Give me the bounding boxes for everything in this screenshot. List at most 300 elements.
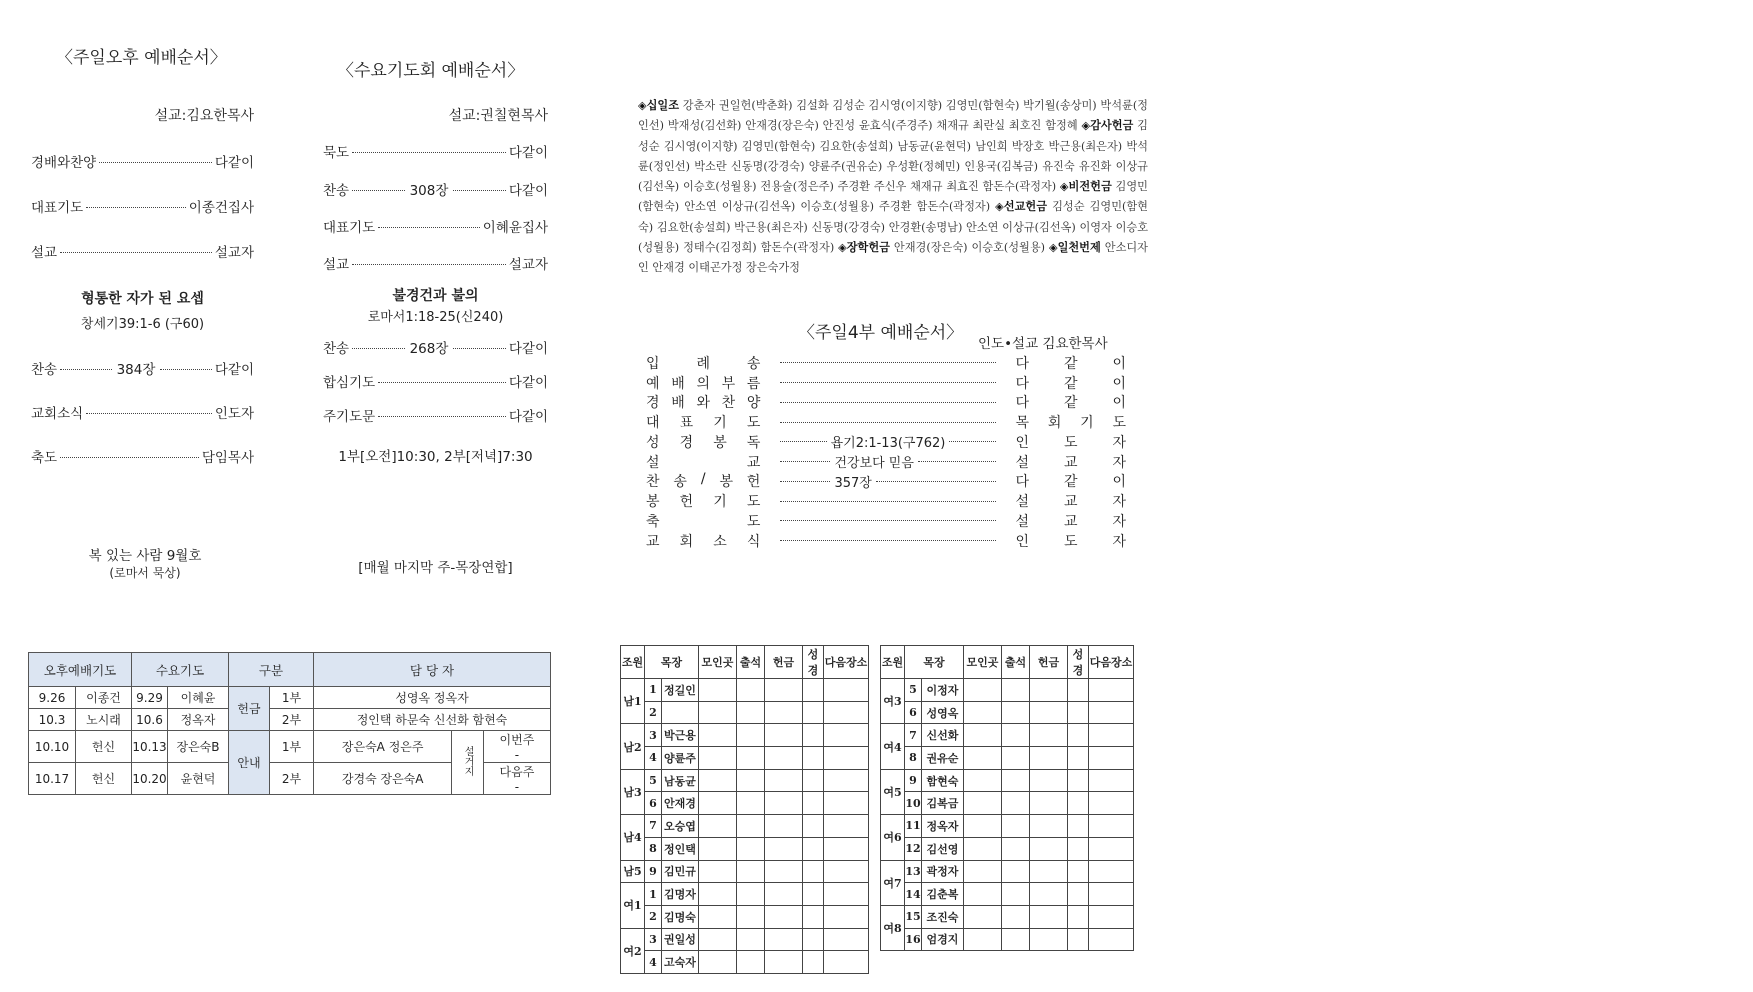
blank-cell [699, 679, 737, 702]
cell-member-number: 9 [905, 769, 922, 792]
order-item: 경배와찬양 다같이 [31, 155, 254, 171]
cell-member-number: 13 [905, 860, 922, 883]
cell-table-header: 헌금 [1030, 646, 1068, 679]
cell-member-name: 곽정자 [922, 860, 964, 883]
blank-cell [699, 792, 737, 815]
table-row [621, 679, 869, 702]
blank-cell [699, 701, 737, 724]
blank-cell [964, 905, 1002, 928]
cell-member-name: 김명자 [662, 883, 699, 906]
cell-group-label: 남1 [621, 679, 645, 724]
cell-member-number: 5 [905, 679, 922, 702]
blank-cell [1002, 792, 1030, 815]
blank-cell [1089, 905, 1134, 928]
table-row [881, 837, 1134, 860]
cell-member-name: 김선영 [922, 837, 964, 860]
blank-cell [1030, 769, 1068, 792]
table-row [881, 815, 1134, 838]
sunday4-order-item [646, 491, 1126, 511]
blank-cell [699, 815, 737, 838]
header-staff: 담 당 자 [314, 653, 551, 687]
cell-table-header: 목장 [645, 646, 699, 679]
cell-group-label: 여2 [621, 928, 645, 973]
blank-cell [1089, 747, 1134, 770]
header-afternoon-prayer: 오후예배기도 [29, 653, 132, 687]
blank-cell [803, 769, 824, 792]
wednesday-times: 1부[오전]10:30, 2부[저녁]7:30 [338, 449, 533, 465]
table-row: 10.3 노시래 10.6 정옥자 2부 정인택 하문숙 신선화 함현숙 [29, 709, 551, 731]
cell-group-label: 여8 [881, 905, 905, 950]
order-item-detail: 건강보다 믿음 [780, 452, 995, 471]
cell-member-number: 6 [645, 792, 662, 815]
blank-cell [699, 769, 737, 792]
cell-member-name: 이정자 [922, 679, 964, 702]
blank-cell [824, 837, 869, 860]
wednesday-footer: [매월 마지막 주-목장연합] [358, 560, 513, 576]
blank-cell [1002, 769, 1030, 792]
blank-cell [737, 837, 765, 860]
table-row [881, 724, 1134, 747]
cell-table-header: 성경 [1068, 646, 1089, 679]
blank-cell [824, 724, 869, 747]
blank-cell [824, 815, 869, 838]
order-item-label: 경 배 와 찬 양 [646, 395, 761, 412]
order-item: 주기도문 다같이 [323, 409, 548, 425]
order-item-person: 인 도 자 [1015, 533, 1126, 550]
blank-cell [824, 860, 869, 883]
order-item-detail: 욥기2:1-13(구762) [780, 432, 995, 451]
table-row [621, 951, 869, 974]
cell-member-number: 3 [645, 928, 662, 951]
blank-cell [824, 928, 869, 951]
cell-member-number: 1 [645, 883, 662, 906]
blank-cell [1030, 747, 1068, 770]
cell-table-header: 헌금 [765, 646, 803, 679]
cell-member-number: 7 [645, 815, 662, 838]
blank-cell [964, 679, 1002, 702]
cell-member-name: 양륜주 [662, 747, 699, 770]
cell-member-name: 김복금 [922, 792, 964, 815]
blank-cell [737, 883, 765, 906]
blank-cell [737, 860, 765, 883]
blank-cell [824, 769, 869, 792]
blank-cell [1089, 769, 1134, 792]
wednesday-sermon-ref: 로마서1:18-25(신240) [367, 310, 504, 325]
blank-cell [765, 747, 803, 770]
cell-table-header: 다음장소 [824, 646, 869, 679]
blank-cell [737, 815, 765, 838]
blank-cell [765, 883, 803, 906]
order-item-detail [780, 402, 995, 403]
cell-member-name [662, 701, 699, 724]
blank-cell [964, 837, 1002, 860]
blank-cell [964, 792, 1002, 815]
table-row [881, 860, 1134, 883]
blank-cell [1030, 860, 1068, 883]
blank-cell [737, 928, 765, 951]
blank-cell [1068, 905, 1089, 928]
table-row [621, 769, 869, 792]
blank-cell [1030, 724, 1068, 747]
order-item-label: 축 도 [646, 513, 761, 530]
blank-cell [803, 837, 824, 860]
order-item-person: 다 같 이 [1015, 474, 1126, 491]
blank-cell [765, 905, 803, 928]
cell-group-label: 여1 [621, 883, 645, 928]
blank-cell [1002, 679, 1030, 702]
order-item: 축도 담임목사 [31, 450, 254, 466]
cell-group-label: 남4 [621, 815, 645, 860]
blank-cell [737, 679, 765, 702]
cell-member-name: 성영옥 [922, 701, 964, 724]
blank-cell [964, 701, 1002, 724]
blank-cell [824, 951, 869, 974]
cell-member-number: 4 [645, 951, 662, 974]
order-item-label: 봉 헌 기 도 [646, 494, 761, 511]
cell-member-name: 권일성 [662, 928, 699, 951]
order-item-detail [780, 501, 995, 502]
usher-group-label: 안내 [229, 731, 270, 795]
cell-group-label: 여3 [881, 679, 905, 724]
sunday4-order-item [646, 432, 1126, 452]
order-item: 찬송 268장 다같이 [323, 341, 548, 357]
blank-cell [1089, 928, 1134, 951]
blank-cell [1030, 701, 1068, 724]
order-item-person: 다 같 이 [1015, 375, 1126, 392]
blank-cell [1030, 815, 1068, 838]
cell-member-name: 김민규 [662, 860, 699, 883]
blank-cell [1089, 860, 1134, 883]
cell-member-name: 남동균 [662, 769, 699, 792]
blank-cell [1030, 928, 1068, 951]
blank-cell [964, 860, 1002, 883]
blank-cell [964, 928, 1002, 951]
blank-cell [1002, 701, 1030, 724]
blank-cell [803, 860, 824, 883]
order-item-detail [780, 422, 995, 423]
cell-group-label: 여5 [881, 769, 905, 814]
table-row [621, 905, 869, 928]
table-row: 10.17 헌신 10.20 윤현덕 2부 강경숙 장은숙A 다음주- [29, 763, 551, 795]
cell-member-name: 고숙자 [662, 951, 699, 974]
blank-cell [824, 792, 869, 815]
sunday-pm-preacher: 설교:김요한목사 [154, 108, 254, 124]
order-item-detail [780, 540, 995, 541]
cell-member-name: 김춘복 [922, 883, 964, 906]
order-item: 설교 설교자 [323, 257, 548, 273]
order-item-detail [780, 382, 995, 383]
cell-table-header: 모인곳 [964, 646, 1002, 679]
order-item: 합심기도 다같이 [323, 375, 548, 391]
blank-cell [964, 724, 1002, 747]
table-row [621, 860, 869, 883]
blank-cell [824, 679, 869, 702]
sunday4-order-item [646, 472, 1126, 492]
blank-cell [1002, 747, 1030, 770]
blank-cell [765, 724, 803, 747]
blank-cell [699, 724, 737, 747]
offering-group-label: 헌금 [229, 687, 270, 731]
blank-cell [1068, 679, 1089, 702]
cell-group-label: 여6 [881, 815, 905, 860]
order-item-person: 목 회 기 도 [1015, 415, 1126, 432]
cell-member-number: 16 [905, 928, 922, 951]
sunday4-order-item [646, 531, 1126, 551]
blank-cell [1089, 679, 1134, 702]
cell-member-number: 8 [645, 837, 662, 860]
blank-cell [1002, 815, 1030, 838]
order-item: 교회소식 인도자 [31, 406, 254, 422]
cell-group-label: 여7 [881, 860, 905, 905]
table-row: 10.10 헌신 10.13 장은숙B 안내 1부 장은숙A 정은주 설거지 이번주- [29, 731, 551, 763]
sunday4-order-item [646, 393, 1126, 413]
blank-cell [964, 769, 1002, 792]
cell-member-name: 신선화 [922, 724, 964, 747]
blank-cell [803, 883, 824, 906]
cell-member-number: 3 [645, 724, 662, 747]
blank-cell [699, 860, 737, 883]
table-row [621, 724, 869, 747]
table-row [621, 747, 869, 770]
cell-group-label: 남3 [621, 769, 645, 814]
cell-group-label: 남2 [621, 724, 645, 769]
order-item-label: 찬 송 / 봉 헌 [646, 471, 761, 491]
order-item-person: 다 같 이 [1015, 395, 1126, 412]
blank-cell [765, 860, 803, 883]
table-row [881, 905, 1134, 928]
cell-member-number: 7 [905, 724, 922, 747]
blank-cell [1002, 837, 1030, 860]
table-row [621, 883, 869, 906]
sunday4-order-item [646, 353, 1126, 373]
table-row: 9.26 이종건 9.29 이혜윤 헌금 1부 성영옥 정옥자 [29, 687, 551, 709]
blank-cell [1030, 883, 1068, 906]
cell-table-header: 성경 [803, 646, 824, 679]
order-item-label: 입 례 송 [646, 355, 761, 372]
order-item-label: 예 배 의 부 름 [646, 375, 761, 392]
table-row [621, 815, 869, 838]
order-item: 찬송 384장 다같이 [31, 362, 254, 378]
blank-cell [824, 701, 869, 724]
header-wednesday-prayer: 수요기도 [132, 653, 229, 687]
cell-member-number: 9 [645, 860, 662, 883]
blank-cell [737, 792, 765, 815]
order-item-label: 대 표 기 도 [646, 415, 761, 432]
duty-schedule-table [28, 652, 551, 795]
cell-table-header: 다음장소 [1089, 646, 1134, 679]
blank-cell [824, 747, 869, 770]
sunday-pm-sermon-title: 형통한 자가 된 요셉 [81, 291, 204, 307]
blank-cell [1030, 905, 1068, 928]
blank-cell [803, 951, 824, 974]
cell-member-name: 정길인 [662, 679, 699, 702]
order-item-person: 설 교 자 [1015, 513, 1126, 530]
sunday4-order-item [646, 412, 1126, 432]
cell-member-number: 10 [905, 792, 922, 815]
order-item-label: 교 회 소 식 [646, 533, 761, 550]
cell-member-name: 오승엽 [662, 815, 699, 838]
blank-cell [1068, 837, 1089, 860]
table-row [881, 679, 1134, 702]
table-row [881, 792, 1134, 815]
wednesday-preacher: 설교:권칠현목사 [448, 108, 548, 124]
cell-member-number: 8 [905, 747, 922, 770]
blank-cell [1030, 792, 1068, 815]
devotional-title: 복 있는 사람 9월호 [88, 548, 202, 564]
wednesday-title: 〈수요기도회 예배순서〉 [337, 61, 525, 81]
cell-member-number: 2 [645, 701, 662, 724]
blank-cell [765, 951, 803, 974]
cell-member-number: 1 [645, 679, 662, 702]
blank-cell [824, 905, 869, 928]
blank-cell [1089, 837, 1134, 860]
sunday-pm-sermon-ref: 창세기39:1-6 (구60) [80, 317, 205, 332]
cell-group-table-left [620, 645, 869, 974]
table-row [881, 928, 1134, 951]
cell-table-header: 모인곳 [699, 646, 737, 679]
blank-cell [765, 769, 803, 792]
table-row [621, 792, 869, 815]
blank-cell [765, 928, 803, 951]
blank-cell [1068, 815, 1089, 838]
blank-cell [803, 815, 824, 838]
blank-cell [699, 883, 737, 906]
cell-member-number: 5 [645, 769, 662, 792]
blank-cell [1068, 724, 1089, 747]
cell-table-header: 조원 [621, 646, 645, 679]
cell-member-name: 정옥자 [922, 815, 964, 838]
cell-group-table-right [880, 645, 1134, 951]
blank-cell [803, 701, 824, 724]
blank-cell [1068, 883, 1089, 906]
blank-cell [1089, 701, 1134, 724]
order-item-person: 인 도 자 [1015, 434, 1126, 451]
blank-cell [803, 928, 824, 951]
blank-cell [1089, 815, 1134, 838]
devotional-subtitle: (로마서 묵상) [109, 566, 181, 580]
blank-cell [699, 905, 737, 928]
blank-cell [765, 701, 803, 724]
blank-cell [1089, 883, 1134, 906]
cell-member-number: 15 [905, 905, 922, 928]
sunday4-order-item [646, 373, 1126, 393]
cell-member-name: 엄경지 [922, 928, 964, 951]
blank-cell [699, 928, 737, 951]
cell-member-name: 김명숙 [662, 905, 699, 928]
blank-cell [1068, 792, 1089, 815]
order-item: 찬송 308장 다같이 [323, 183, 548, 199]
blank-cell [1068, 701, 1089, 724]
table-row [881, 769, 1134, 792]
table-row [881, 701, 1134, 724]
blank-cell [803, 724, 824, 747]
cell-member-name: 함현숙 [922, 769, 964, 792]
cell-member-name: 안재경 [662, 792, 699, 815]
cell-member-number: 4 [645, 747, 662, 770]
order-item: 대표기도 이혜윤집사 [323, 220, 548, 236]
cell-group-label: 남5 [621, 860, 645, 883]
blank-cell [803, 679, 824, 702]
cell-group-label: 여4 [881, 724, 905, 769]
cell-table-header: 조원 [881, 646, 905, 679]
order-item: 묵도 다같이 [323, 145, 548, 161]
blank-cell [1089, 724, 1134, 747]
blank-cell [737, 951, 765, 974]
cell-table-header: 목장 [905, 646, 964, 679]
blank-cell [803, 792, 824, 815]
cell-member-number: 12 [905, 837, 922, 860]
blank-cell [699, 951, 737, 974]
cell-member-number: 14 [905, 883, 922, 906]
order-item-person: 설 교 자 [1015, 454, 1126, 471]
order-item: 대표기도 이종건집사 [31, 200, 254, 216]
order-item-detail [780, 362, 995, 363]
blank-cell [699, 747, 737, 770]
table-row [621, 928, 869, 951]
order-item-person: 설 교 자 [1015, 494, 1126, 511]
blank-cell [1002, 883, 1030, 906]
sunday4-order-item [646, 452, 1126, 472]
blank-cell [964, 815, 1002, 838]
blank-cell [699, 837, 737, 860]
order-item: 설교 설교자 [31, 245, 254, 261]
table-row [881, 747, 1134, 770]
blank-cell [737, 701, 765, 724]
blank-cell [803, 905, 824, 928]
sunday4-leader: 인도•설교 김요한목사 [978, 336, 1108, 352]
blank-cell [765, 792, 803, 815]
table-row [881, 883, 1134, 906]
sunday-pm-title: 〈주일오후 예배순서〉 [56, 48, 227, 68]
blank-cell [964, 883, 1002, 906]
blank-cell [1002, 928, 1030, 951]
blank-cell [737, 724, 765, 747]
blank-cell [1089, 792, 1134, 815]
cell-member-number: 2 [645, 905, 662, 928]
blank-cell [824, 883, 869, 906]
blank-cell [803, 747, 824, 770]
cell-member-number: 11 [905, 815, 922, 838]
blank-cell [737, 747, 765, 770]
blank-cell [1002, 905, 1030, 928]
order-item-person: 다 같 이 [1015, 355, 1126, 372]
blank-cell [1068, 747, 1089, 770]
order-item-label: 성 경 봉 독 [646, 434, 761, 451]
offering-list: ◈십일조 강춘자 권일헌(박춘화) 김설화 김성순 김시영(이지향) 김영민(함현숙) 박기월(송상미) 박석륜(정인선) 박재성(김선화) 안재경(장은숙) 안진성 윤효식(주경주) 채재규 최란실 최호진 함정혜 ◈감사헌금 김성순 김시영(이지향) 김영민(함현숙) 김요한(송설희) 남동균(윤현덕) 남인희 박장호 박근용(최은자) 박석륜(정인선) 박소란 신동명(강경숙) 양륜주(권유순) 우성환(정혜민) 인용국(김복금) 유진숙 유진화 이상규(김선옥) 이승호(성월용) 전용술(정은주) 주경환 주신우 채재규 최효진 함돈수(곽정자) ◈비전헌금 김영민(함현숙) 안소연 이상규(김선옥) 이승호(성월용) 주경환 함돈수(곽정자) ◈선교헌금 김성순 김영민(함현숙) 김요한(송설희) 박근용(최은자) 신동명(강경숙) 안경환(송명남) 안소연 이상규(김선옥) 이영자 이승호(성월용) 정태수(김정희) 함돈수(곽정자) ◈장학헌금 안재경(장은숙) 이승호(성월용) ◈일천번제 안소디자인 안재경 이태곤가정 장은숙가정 [638, 99, 1148, 275]
cell-member-name: 권유순 [922, 747, 964, 770]
order-item-detail: 357장 [780, 472, 995, 491]
cell-member-number: 6 [905, 701, 922, 724]
sunday4-order-item [646, 511, 1126, 531]
blank-cell [737, 905, 765, 928]
blank-cell [1068, 928, 1089, 951]
cell-table-header: 출석 [1002, 646, 1030, 679]
sunday4-title: 〈주일4부 예배순서〉 [798, 323, 964, 343]
blank-cell [765, 815, 803, 838]
order-item-label: 설 교 [646, 454, 761, 471]
header-category: 구분 [229, 653, 314, 687]
blank-cell [765, 837, 803, 860]
wednesday-sermon-title: 불경건과 불의 [392, 288, 479, 304]
order-item-detail [780, 520, 995, 521]
blank-cell [1030, 679, 1068, 702]
blank-cell [1030, 837, 1068, 860]
cell-member-name: 박근용 [662, 724, 699, 747]
blank-cell [737, 769, 765, 792]
blank-cell [964, 747, 1002, 770]
cell-member-name: 조진숙 [922, 905, 964, 928]
blank-cell [1002, 724, 1030, 747]
